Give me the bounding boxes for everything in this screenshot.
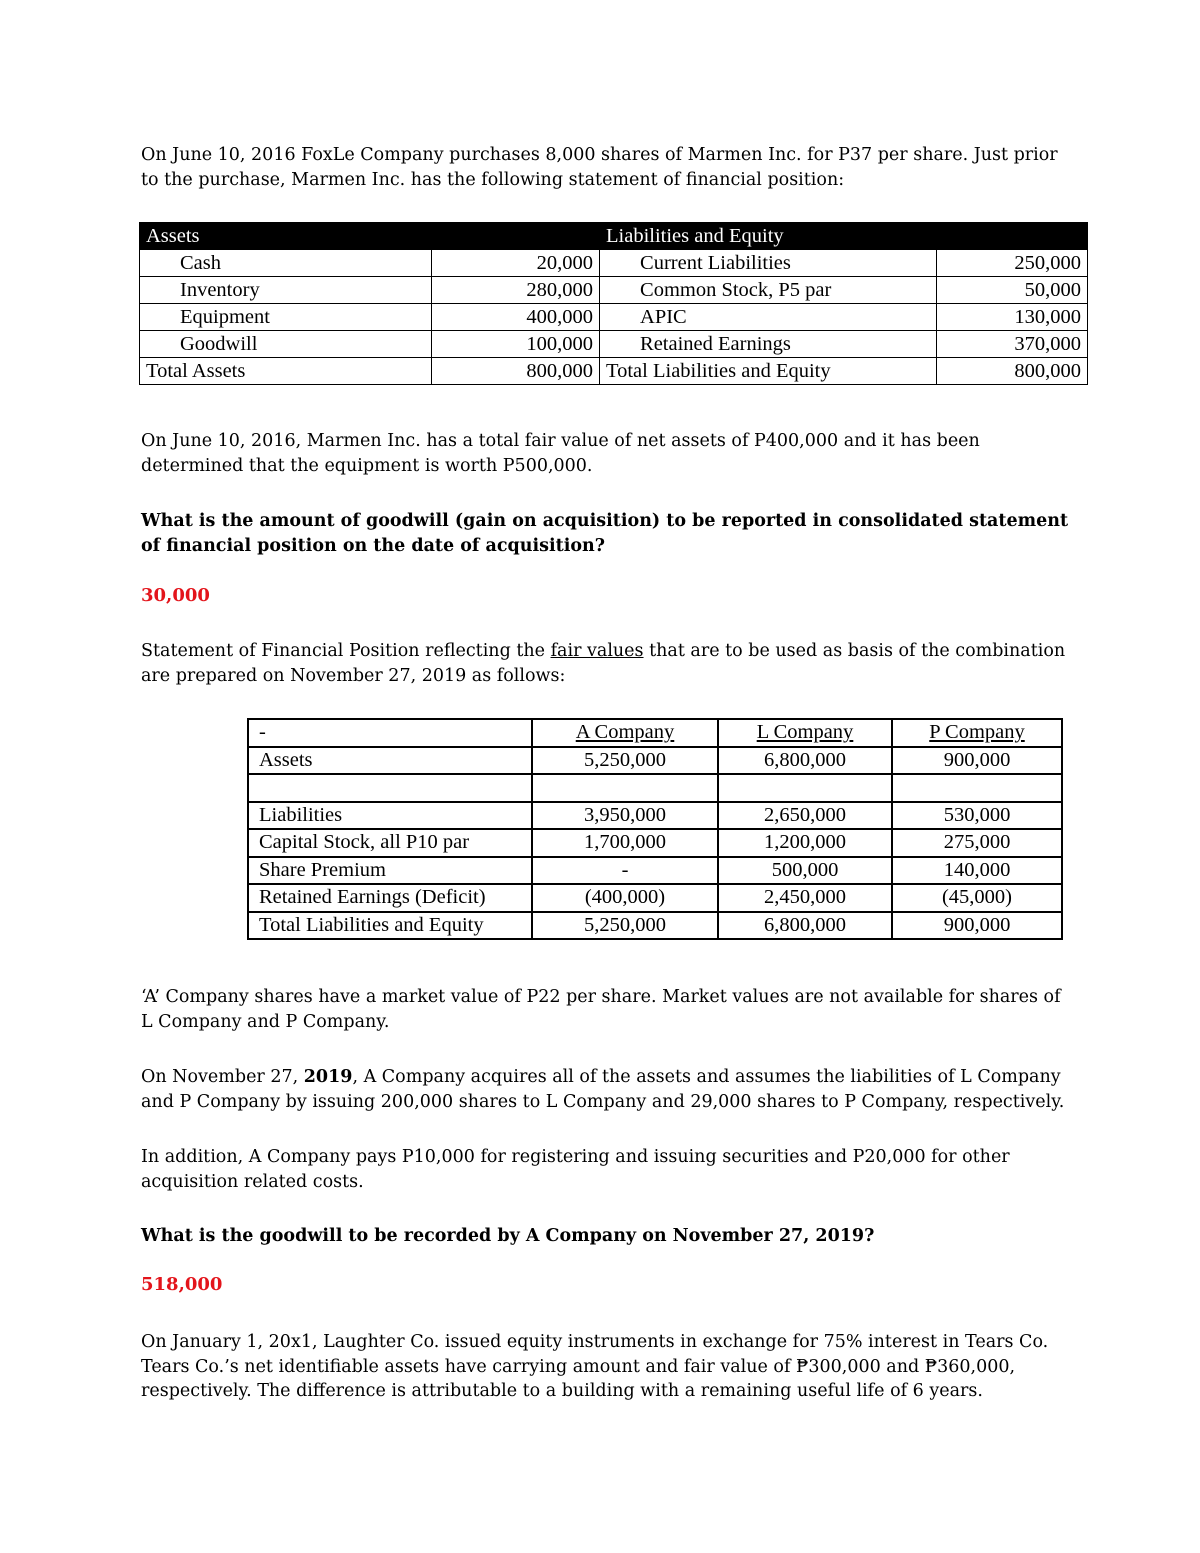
liability-label: Current Liabilities	[600, 250, 937, 277]
liability-value: 50,000	[937, 277, 1088, 304]
text-fragment: Statement of Financial Position reflecting the	[141, 641, 551, 661]
total-row	[140, 358, 1088, 385]
intro-paragraph: On June 10, 2016 FoxLe Company purchases 8,000 shares of Marmen Inc. for P37 per share. Just prior to the purchase, Marmen Inc. has the following statement of financial position:	[141, 145, 1058, 190]
row-label: Share Premium	[248, 857, 532, 885]
costs-paragraph: In addition, A Company pays P10,000 for registering and issuing securities and P20,000 for other acquisition related costs.	[141, 1147, 1010, 1192]
cell-value: 500,000	[718, 857, 892, 885]
table-row	[140, 331, 1088, 358]
fair-values-intro-paragraph	[141, 639, 1071, 688]
table-row	[248, 857, 1062, 885]
column-header	[892, 719, 1062, 747]
liabilities-equity-header: Liabilities and Equity	[600, 223, 1088, 250]
cell-value: 140,000	[892, 857, 1062, 885]
cell-value: 6,800,000	[718, 912, 892, 940]
cell-value: 3,950,000	[532, 802, 718, 830]
question-2: What is the goodwill to be recorded by A Company on November 27, 2019?	[141, 1226, 875, 1246]
question-1: What is the amount of goodwill (gain on acquisition) to be reported in consolidated statement of financial position on the date of acquisition?	[141, 511, 1069, 556]
cell-value	[892, 774, 1062, 802]
text-fragment: that are to be used as basis of the combination are prepared on November 27, 2019 as follows:	[141, 641, 1066, 686]
row-label: Liabilities	[248, 802, 532, 830]
answer-2: 518,000	[141, 1274, 223, 1295]
total-liabilities-value: 800,000	[937, 358, 1088, 385]
financial-position-table	[139, 222, 1088, 385]
table-row	[140, 250, 1088, 277]
row-label: Capital Stock, all P10 par	[248, 829, 532, 857]
liability-value: 370,000	[937, 331, 1088, 358]
cell-value: 900,000	[892, 912, 1062, 940]
text-fragment: On November 27,	[141, 1067, 304, 1087]
table-row	[140, 277, 1088, 304]
column-header-label: P Company	[929, 721, 1025, 744]
asset-value: 100,000	[432, 331, 600, 358]
fair-value-paragraph: On June 10, 2016, Marmen Inc. has a total fair value of net assets of P400,000 and it has been determined that the equipment is worth P500,000.	[141, 431, 980, 476]
liability-label: Retained Earnings	[600, 331, 937, 358]
cell-value: 5,250,000	[532, 912, 718, 940]
cell-value: 2,450,000	[718, 884, 892, 912]
column-header	[718, 719, 892, 747]
cell-value: (45,000)	[892, 884, 1062, 912]
cell-value: 1,200,000	[718, 829, 892, 857]
cell-value: -	[532, 857, 718, 885]
column-header-label: A Company	[575, 721, 675, 744]
cell-value: 1,700,000	[532, 829, 718, 857]
bold-year: 2019	[303, 1067, 353, 1087]
table-row	[248, 774, 1062, 802]
table-row	[248, 747, 1062, 775]
liability-value: 130,000	[937, 304, 1088, 331]
cell-value: 900,000	[892, 747, 1062, 775]
row-label	[248, 774, 532, 802]
asset-label: Equipment	[140, 304, 432, 331]
cell-value: 530,000	[892, 802, 1062, 830]
total-liabilities-label: Total Liabilities and Equity	[600, 358, 937, 385]
combination-table	[247, 718, 1063, 940]
cell-value: 275,000	[892, 829, 1062, 857]
row-label: Assets	[248, 747, 532, 775]
cell-value: 2,650,000	[718, 802, 892, 830]
asset-value: 400,000	[432, 304, 600, 331]
asset-value: 20,000	[432, 250, 600, 277]
corner-cell: -	[248, 719, 532, 747]
acquisition-paragraph	[141, 1065, 1071, 1114]
laughter-tears-paragraph: On January 1, 20x1, Laughter Co. issued equity instruments in exchange for 75% interest in Tears Co. Tears Co.’s net identifiable assets have carrying amount and fair value of ₱300,000 and ₱360,000, respectively. The difference is attributable to a building with a remaining useful life of 6 years.	[141, 1332, 1049, 1401]
assets-header: Assets	[140, 223, 600, 250]
table-row	[140, 304, 1088, 331]
cell-value: 5,250,000	[532, 747, 718, 775]
total-assets-value: 800,000	[432, 358, 600, 385]
cell-value	[718, 774, 892, 802]
table-row	[248, 802, 1062, 830]
liability-value: 250,000	[937, 250, 1088, 277]
table-header-row	[140, 223, 1088, 250]
column-header-row	[248, 719, 1062, 747]
underlined-text: fair values	[550, 641, 644, 661]
asset-label: Cash	[140, 250, 432, 277]
total-assets-label: Total Assets	[140, 358, 432, 385]
market-value-paragraph: ‘A’ Company shares have a market value of P22 per share. Market values are not available for shares of L Company and P Company.	[141, 987, 1061, 1032]
asset-value: 280,000	[432, 277, 600, 304]
column-header-label: L Company	[756, 721, 854, 744]
asset-label: Inventory	[140, 277, 432, 304]
cell-value: 6,800,000	[718, 747, 892, 775]
table-row	[248, 829, 1062, 857]
cell-value	[532, 774, 718, 802]
answer-1: 30,000	[141, 585, 210, 606]
table-row	[248, 912, 1062, 940]
text-fragment: , A Company acquires all of the assets and assumes the liabilities of L Company and P Company by issuing 200,000 shares to L Company and 29,000 shares to P Company, respectively.	[141, 1067, 1065, 1112]
asset-label: Goodwill	[140, 331, 432, 358]
row-label: Total Liabilities and Equity	[248, 912, 532, 940]
liability-label: Common Stock, P5 par	[600, 277, 937, 304]
column-header	[532, 719, 718, 747]
table-row	[248, 884, 1062, 912]
row-label: Retained Earnings (Deficit)	[248, 884, 532, 912]
liability-label: APIC	[600, 304, 937, 331]
cell-value: (400,000)	[532, 884, 718, 912]
